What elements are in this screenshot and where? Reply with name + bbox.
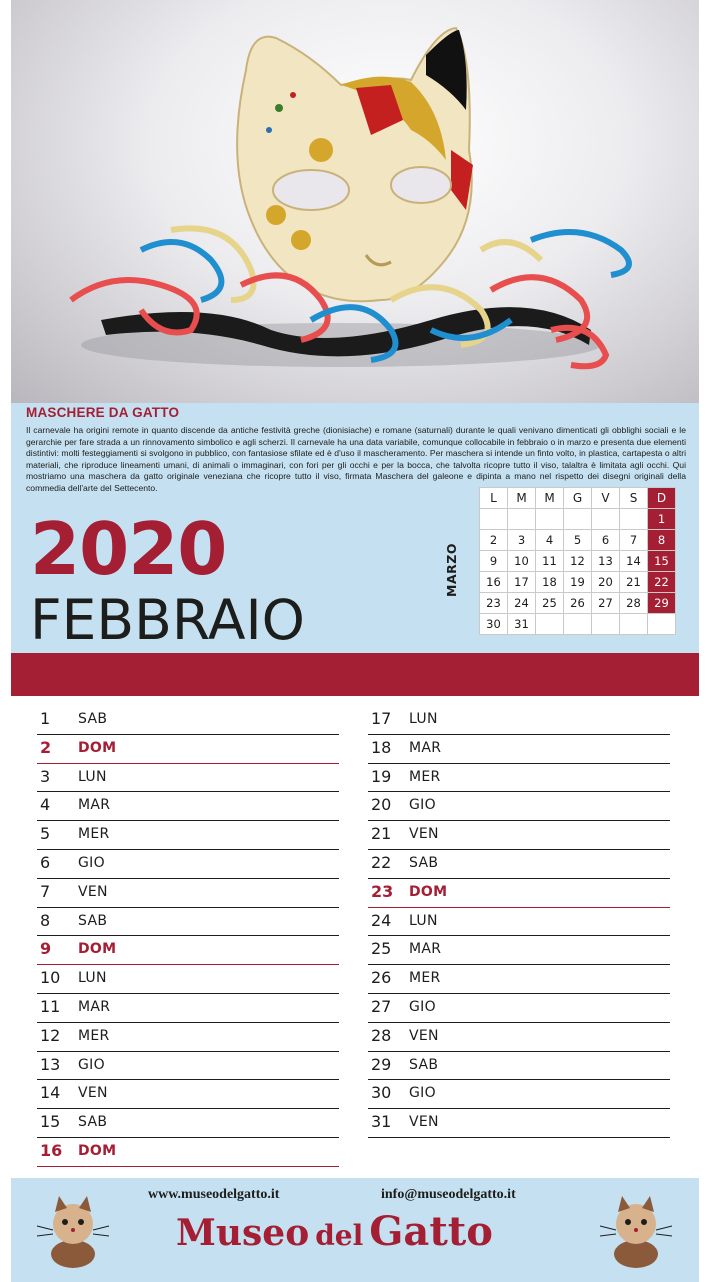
day-name: LUN	[78, 970, 107, 987]
mini-calendar-cell	[564, 614, 592, 635]
day-row	[37, 1052, 339, 1081]
day-number: 26	[371, 968, 392, 988]
day-number: 31	[371, 1112, 392, 1132]
day-row	[368, 706, 670, 735]
day-number: 25	[371, 939, 392, 959]
mini-calendar-cell: 4	[536, 530, 564, 551]
mini-calendar-cell	[508, 509, 536, 530]
day-row	[368, 879, 670, 908]
day-number: 13	[40, 1054, 61, 1074]
day-row	[37, 850, 339, 879]
day-name: GIO	[78, 854, 105, 871]
day-name: MER	[409, 768, 441, 785]
day-name: GIO	[409, 797, 436, 814]
month-title: FEBBRAIO	[30, 588, 305, 652]
mini-calendar-cell: 15	[648, 551, 676, 572]
mini-calendar-header: L	[480, 488, 508, 509]
day-name: VEN	[409, 826, 439, 843]
day-name: VEN	[78, 1085, 108, 1102]
mini-calendar-cell: 5	[564, 530, 592, 551]
mini-calendar-header: D	[648, 488, 676, 509]
day-row	[37, 1138, 339, 1167]
day-row	[37, 764, 339, 793]
day-row	[37, 792, 339, 821]
day-number: 30	[371, 1083, 392, 1103]
mini-calendar-cell: 23	[480, 593, 508, 614]
mini-calendar-cell: 20	[592, 572, 620, 593]
day-row	[37, 936, 339, 965]
day-number: 9	[40, 939, 52, 959]
day-number: 4	[40, 795, 51, 815]
mini-calendar-cell: 31	[508, 614, 536, 635]
mini-calendar-cell: 29	[648, 593, 676, 614]
day-number: 16	[40, 1140, 63, 1160]
day-row	[368, 994, 670, 1023]
mini-calendar-cell	[620, 614, 648, 635]
day-number: 23	[371, 881, 394, 901]
day-row	[37, 994, 339, 1023]
year-title: 2020	[30, 507, 227, 591]
mini-calendar-cell: 24	[508, 593, 536, 614]
day-name: GIO	[78, 1056, 105, 1073]
day-row	[37, 908, 339, 937]
day-row	[368, 1052, 670, 1081]
mini-calendar-cell: 7	[620, 530, 648, 551]
day-row	[368, 821, 670, 850]
mini-calendar-cell: 10	[508, 551, 536, 572]
day-row	[368, 936, 670, 965]
day-row	[37, 706, 339, 735]
mini-calendar-cell	[592, 614, 620, 635]
mini-calendar-cell: 22	[648, 572, 676, 593]
website-link[interactable]: www.museodelgatto.it	[148, 1187, 280, 1202]
day-name: SAB	[409, 854, 439, 871]
footer	[11, 1178, 699, 1282]
mini-calendar-cell: 30	[480, 614, 508, 635]
day-number: 15	[40, 1112, 61, 1132]
day-name: MER	[409, 970, 441, 987]
day-row	[368, 850, 670, 879]
day-row	[368, 1023, 670, 1052]
day-number: 12	[40, 1025, 61, 1045]
mini-calendar-cell: 26	[564, 593, 592, 614]
day-name: SAB	[409, 1056, 439, 1073]
red-divider-bar	[11, 653, 699, 696]
mini-calendar-cell: 11	[536, 551, 564, 572]
day-row	[37, 1109, 339, 1138]
museum-logo	[176, 1208, 493, 1255]
mini-calendar-cell: 13	[592, 551, 620, 572]
day-row	[37, 965, 339, 994]
logo-word-museo: Museo	[176, 1212, 310, 1254]
info-text: Il carnevale ha origini remote in quanto discende da antiche festività greche (dionisiache) e romane (saturnali) durante le quali venivano dimenticati gli obblighi sociali e le gerarchie per fare strada a un rinnovamento simbolico e agli scherzi. Il carnevale ha una data variabile, comunque collocabile in febbraio o in marzo e presenta due elementi distintivi: molti festeggiamenti si svolgono in pubblico, con fantasiose sfilate ed è d'uso il mascheramento. Per maschera si intende un finto volto, in plastica, cartapesta o altri materiali, che riproduce lineamenti umani, di animali o immaginari, con fori per gli occhi e per la bocca, che talvolta ricopre tutto il viso, talaltra è limitata agli occhi. Qui mostriamo una maschera da gatto originale veneziana che ricopre tutto il viso, firmata Maschera del galeone e dipinta a mano nel rispetto dei disegni originali della commedia dell'arte del Settecento.	[26, 425, 686, 493]
day-number: 1	[40, 709, 51, 728]
day-name: MAR	[409, 941, 442, 958]
mini-calendar-cell: 21	[620, 572, 648, 593]
mini-calendar-cell: 28	[620, 593, 648, 614]
mini-calendar-header: M	[536, 488, 564, 509]
day-row	[37, 735, 339, 764]
mini-calendar-cell	[620, 509, 648, 530]
mini-calendar-cell	[480, 509, 508, 530]
day-number: 3	[40, 766, 51, 786]
mini-calendar-cell: 16	[480, 572, 508, 593]
days-column-right	[368, 706, 670, 1138]
day-name: VEN	[78, 883, 108, 900]
mini-calendar	[479, 487, 676, 635]
day-number: 18	[371, 737, 392, 757]
mini-calendar-cell: 17	[508, 572, 536, 593]
day-number: 29	[371, 1054, 392, 1074]
day-number: 2	[40, 737, 52, 757]
day-row	[37, 1080, 339, 1109]
day-number: 10	[40, 968, 61, 988]
day-row	[368, 735, 670, 764]
day-number: 14	[40, 1083, 61, 1103]
day-name: DOM	[78, 1142, 117, 1159]
day-name: DOM	[409, 883, 448, 900]
day-row	[368, 1109, 670, 1138]
mini-calendar-cell	[648, 614, 676, 635]
day-number: 20	[371, 795, 392, 815]
logo-word-gatto: Gatto	[369, 1208, 493, 1255]
day-name: MAR	[409, 739, 442, 756]
email-link[interactable]: info@museodelgatto.it	[381, 1187, 516, 1202]
day-row	[368, 1080, 670, 1109]
day-number: 17	[371, 709, 392, 728]
day-name: LUN	[409, 912, 438, 929]
day-name: MAR	[78, 998, 111, 1015]
day-number: 11	[40, 996, 61, 1016]
day-name: LUN	[78, 768, 107, 785]
day-name: DOM	[78, 941, 117, 958]
mini-calendar-cell: 12	[564, 551, 592, 572]
mini-calendar-header: M	[508, 488, 536, 509]
mini-calendar-cell: 19	[564, 572, 592, 593]
day-number: 7	[40, 881, 51, 901]
day-row	[368, 792, 670, 821]
crochet-cat-icon	[33, 1192, 113, 1272]
mini-calendar-cell: 2	[480, 530, 508, 551]
mini-calendar-cell	[536, 509, 564, 530]
day-name: VEN	[409, 1027, 439, 1044]
mini-calendar-cell: 18	[536, 572, 564, 593]
day-name: GIO	[409, 998, 436, 1015]
day-number: 24	[371, 910, 392, 930]
mini-calendar-cell: 9	[480, 551, 508, 572]
mini-calendar-label: MARZO	[444, 543, 459, 597]
mini-calendar-cell	[592, 509, 620, 530]
day-number: 19	[371, 766, 392, 786]
day-name: GIO	[409, 1085, 436, 1102]
day-name: VEN	[409, 1114, 439, 1131]
day-row	[368, 965, 670, 994]
mini-calendar-cell	[536, 614, 564, 635]
cat-mask-photo	[11, 0, 699, 403]
day-number: 27	[371, 996, 392, 1016]
day-name: MER	[78, 1027, 110, 1044]
mini-calendar-cell: 1	[648, 509, 676, 530]
mini-calendar-cell: 27	[592, 593, 620, 614]
day-number: 5	[40, 824, 51, 844]
day-row	[37, 879, 339, 908]
mini-calendar-cell: 8	[648, 530, 676, 551]
day-row	[368, 908, 670, 937]
day-name: SAB	[78, 711, 108, 727]
day-name: DOM	[78, 739, 117, 756]
mini-calendar-cell: 25	[536, 593, 564, 614]
day-name: LUN	[409, 711, 438, 727]
day-row	[37, 821, 339, 850]
mini-calendar-cell: 3	[508, 530, 536, 551]
mini-calendar-cell	[564, 509, 592, 530]
day-name: SAB	[78, 912, 108, 929]
day-row	[37, 1023, 339, 1052]
day-name: SAB	[78, 1114, 108, 1131]
mini-calendar-header: V	[592, 488, 620, 509]
day-number: 8	[40, 910, 51, 930]
day-number: 6	[40, 852, 51, 872]
day-row	[368, 764, 670, 793]
day-number: 22	[371, 852, 392, 872]
mini-calendar-header: G	[564, 488, 592, 509]
crochet-cat-icon	[596, 1192, 676, 1272]
day-number: 21	[371, 824, 392, 844]
info-title: MASCHERE DA GATTO	[26, 405, 180, 420]
mini-calendar-cell: 6	[592, 530, 620, 551]
mini-calendar-header: S	[620, 488, 648, 509]
day-name: MAR	[78, 797, 111, 814]
logo-word-del: del	[315, 1219, 364, 1252]
day-number: 28	[371, 1025, 392, 1045]
mini-calendar-cell: 14	[620, 551, 648, 572]
day-name: MER	[78, 826, 110, 843]
days-column-left	[37, 706, 339, 1167]
